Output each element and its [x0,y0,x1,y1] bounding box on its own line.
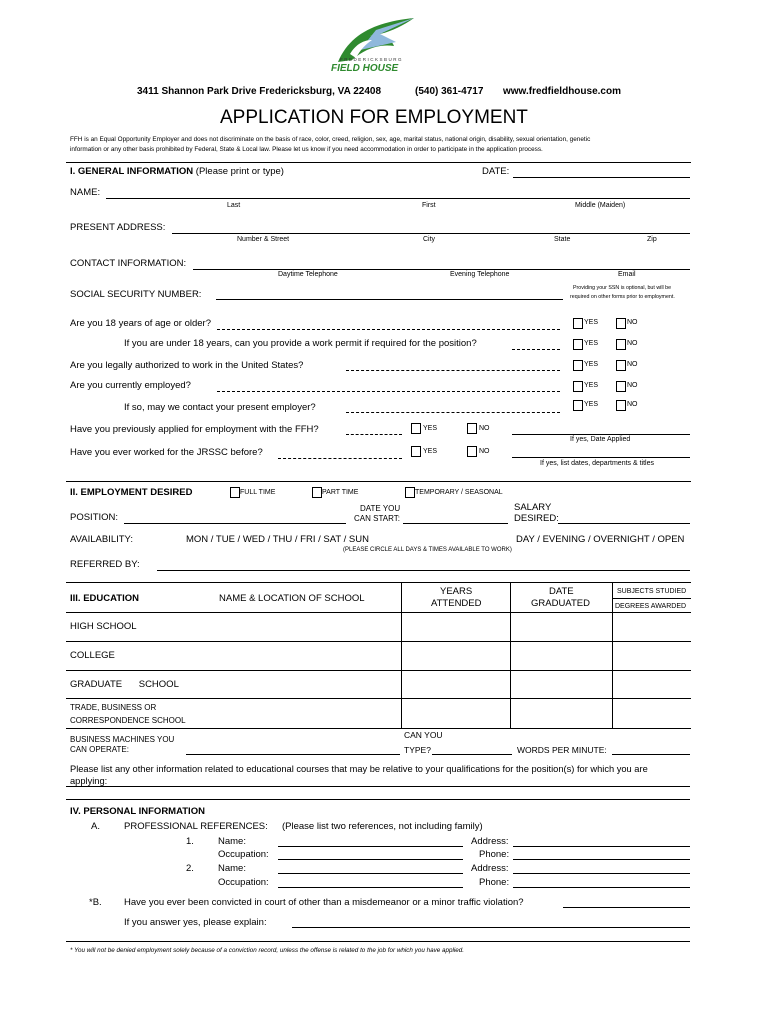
question-authorized: Are you legally authorized to work in the United States? [70,360,304,371]
ref-1-phone-field[interactable] [513,859,690,860]
ref-1-address-label: Address: [471,836,509,847]
references-label: PROFESSIONAL REFERENCES: [124,821,268,832]
name-middle-sub: Middle (Maiden) [575,202,626,209]
section-employment-heading: II. EMPLOYMENT DESIRED [70,487,193,498]
subjects-degrees-divider [612,598,691,599]
worked-details-note: If yes, list dates, departments & titles [540,460,654,467]
education-row-graduate [70,679,179,690]
worked-details-field[interactable] [512,457,690,458]
wpm-field[interactable] [612,754,690,755]
col-degrees-header: DEGREES AWARDED [615,603,687,610]
availability-times[interactable]: DAY / EVENING / OVERNIGHT / OPEN [516,534,685,545]
education-table-bottom [66,728,691,729]
machines-label-2: CAN OPERATE: [70,745,129,754]
position-field[interactable] [124,523,346,524]
convicted-field[interactable] [563,907,690,908]
question-worked: Have you ever worked for the JRSSC before? [70,447,263,458]
salary-label-1: SALARY [514,502,552,513]
section-general-note: (Please print or type) [195,166,284,177]
ssn-note-2: required on other forms prior to employment. [570,294,675,300]
permit-yes-label: YES [584,340,599,347]
date-label: DATE: [482,166,510,177]
divider [66,481,691,482]
ref-2-address-field[interactable] [513,873,690,874]
ref-1-address-field[interactable] [513,846,690,847]
explain-label: If you answer yes, please explain: [124,917,267,928]
name-field[interactable] [106,198,690,199]
col-subjects-header: SUBJECTS STUDIED [617,588,687,595]
worked-no-label: NO [479,448,490,455]
question-worked-leader [278,458,402,459]
type-label-2: TYPE? [404,745,431,755]
wpm-label: WORDS PER MINUTE: [517,745,607,755]
applied-yes-label: YES [423,425,438,432]
employed-yes-checkbox[interactable] [573,381,583,392]
question-applied: Have you previously applied for employment with the FFH? [70,424,319,435]
graduate-label: GRADUATE [70,679,123,690]
age-yes-checkbox[interactable] [573,318,583,329]
full-time-checkbox[interactable] [230,487,240,498]
employed-no-label: NO [627,382,638,389]
question-permit-leader [512,349,560,350]
education-row-line [66,670,691,671]
col-date-header-1: DATE [549,586,574,597]
logo-top-text: FREDERICKSBURG [340,57,404,62]
contact-field[interactable] [193,269,690,270]
applied-no-checkbox[interactable] [467,423,477,434]
machines-field[interactable] [186,754,400,755]
col-years-header-2: ATTENDED [431,598,482,609]
eeo-statement-1: FFH is an Equal Opportunity Employer and does not discriminate on the basis of race, color, creed, religion, sex, age, marital status, national origin, disability, sexual orientation, genetic [70,136,591,143]
education-row-line [66,641,691,642]
salary-label-2: DESIRED: [514,513,559,524]
col-school-header: NAME & LOCATION OF SCHOOL [219,593,365,604]
question-contact-leader [346,412,560,413]
referred-label: REFERRED BY: [70,559,140,570]
contact-evening-sub: Evening Telephone [450,271,510,278]
date-start-label-2: CAN START: [354,514,400,523]
other-info-field[interactable] [66,786,690,787]
page-title: APPLICATION FOR EMPLOYMENT [220,107,528,128]
date-start-field[interactable] [403,523,508,524]
type-field[interactable] [432,754,512,755]
employed-no-checkbox[interactable] [616,381,626,392]
education-row-college: COLLEGE [70,650,115,661]
logo-main-text: FIELD HOUSE [331,63,399,74]
ref-2-occupation-field[interactable] [278,887,463,888]
authorized-no-checkbox[interactable] [616,360,626,371]
ssn-note-1: Providing your SSN is optional, but will be [573,285,672,291]
education-col-divider [612,582,613,728]
full-time-label: FULL TIME [240,489,276,496]
divider [66,162,691,163]
address-street-sub: Number & Street [237,236,290,243]
age-no-label: NO [627,319,638,326]
contact-daytime-sub: Daytime Telephone [278,271,338,278]
item-b-marker: *B. [89,897,102,908]
permit-no-checkbox[interactable] [616,339,626,350]
employed-yes-label: YES [584,382,599,389]
company-address: 3411 Shannon Park Drive Fredericksburg, VA 22408 [137,86,382,97]
address-city-sub: City [423,236,436,243]
education-row-trade-2: CORRESPONDENCE SCHOOL [70,716,186,725]
ref-2-name-label: Name: [218,863,246,874]
company-website: www.fredfieldhouse.com [503,86,621,97]
education-row-line [66,698,691,699]
section-general-title: I. GENERAL INFORMATION [70,166,194,177]
name-first-sub: First [422,202,436,209]
ref-2-phone-label: Phone: [479,877,510,888]
part-time-label: PART TIME [322,489,359,496]
education-col-divider [401,582,402,728]
temporary-label: TEMPORARY / SEASONAL [415,489,503,496]
footnote: * You will not be denied employment solely because of a conviction record, unless the offense is related to the job for which you have applied. [70,947,465,954]
eeo-statement-2: information or any other basis prohibited by Federal, State & Local law. Please let us know if you need accommodation in order to participate in the application process. [70,146,543,153]
machines-label-1: BUSINESS MACHINES YOU [70,735,175,744]
authorized-yes-label: YES [584,361,599,368]
education-table-top [66,582,691,583]
explain-field-2[interactable] [66,941,690,942]
ref-2-number: 2. [186,863,194,874]
ref-2-phone-field[interactable] [513,887,690,888]
age-no-checkbox[interactable] [616,318,626,329]
part-time-checkbox[interactable] [312,487,322,498]
salary-field[interactable] [558,523,690,524]
ref-1-name-field[interactable] [278,846,463,847]
education-row-trade-1: TRADE, BUSINESS OR [70,703,157,712]
question-contact-employer: If so, may we contact your present employer? [124,402,316,413]
ref-2-name-field[interactable] [278,873,463,874]
authorized-no-label: NO [627,361,638,368]
other-info-text-2: applying: [70,776,108,786]
question-permit: If you are under 18 years, can you provide a work permit if required for the position? [124,338,477,349]
contact-email-sub: Email [618,271,636,278]
school-label: SCHOOL [138,679,179,690]
ref-1-number: 1. [186,836,194,847]
ref-1-occupation-label: Occupation: [218,849,269,860]
question-employed: Are you currently employed? [70,380,191,391]
applied-no-label: NO [479,425,490,432]
education-row-line [66,612,691,613]
applied-date-note: If yes, Date Applied [570,436,631,443]
ref-2-address-label: Address: [471,863,509,874]
worked-yes-checkbox[interactable] [411,446,421,457]
name-label: NAME: [70,187,101,198]
question-applied-leader [346,434,402,435]
age-yes-label: YES [584,319,599,326]
circle-note: (PLEASE CIRCLE ALL DAYS & TIMES AVAILABLE TO WORK) [343,547,512,553]
other-info-field-2[interactable] [66,799,690,800]
contact-employer-yes-label: YES [584,401,599,408]
availability-days[interactable]: MON / TUE / WED / THU / FRI / SAT / SUN [186,534,369,545]
question-age: Are you 18 years of age or older? [70,318,212,329]
temporary-checkbox[interactable] [405,487,415,498]
permit-yes-checkbox[interactable] [573,339,583,350]
references-note: (Please list two references, not including family) [282,821,483,832]
contact-label: CONTACT INFORMATION: [70,258,187,269]
worked-yes-label: YES [423,448,438,455]
question-age-leader [217,329,560,330]
contact-employer-yes-checkbox[interactable] [573,400,583,411]
worked-no-checkbox[interactable] [467,446,477,457]
ssn-field[interactable] [216,299,563,300]
address-zip-sub: Zip [647,236,657,243]
col-date-header-2: GRADUATED [531,598,590,609]
col-years-header-1: YEARS [440,586,473,597]
type-label-1: CAN YOU [404,730,443,740]
other-info-text: Please list any other information related to educational courses that may be relative to your qualifications for the position(s) for which you are [70,764,648,774]
applied-yes-checkbox[interactable] [411,423,421,434]
ssn-label: SOCIAL SECURITY NUMBER: [70,289,202,300]
address-field[interactable] [172,233,690,234]
education-col-divider [510,582,511,728]
date-field[interactable] [513,177,690,178]
contact-employer-no-label: NO [627,401,638,408]
education-row-high-school: HIGH SCHOOL [70,621,137,632]
name-last-sub: Last [227,202,241,209]
contact-employer-no-checkbox[interactable] [616,400,626,411]
section-general-heading [70,166,284,177]
section-education-heading: III. EDUCATION [70,593,139,604]
item-a-marker: A. [91,821,100,832]
position-label: POSITION: [70,512,119,523]
referred-field[interactable] [157,570,690,571]
ref-2-occupation-label: Occupation: [218,877,269,888]
date-start-label-1: DATE YOU [360,504,401,513]
question-authorized-leader [346,370,560,371]
address-label: PRESENT ADDRESS: [70,222,166,233]
company-phone: (540) 361-4717 [415,86,484,97]
availability-label: AVAILABILITY: [70,534,134,545]
explain-field[interactable] [292,927,690,928]
question-employed-leader [217,391,560,392]
permit-no-label: NO [627,340,638,347]
ref-1-name-label: Name: [218,836,246,847]
ref-1-phone-label: Phone: [479,849,510,860]
convicted-question: Have you ever been convicted in court of other than a misdemeanor or a minor traffic violation? [124,897,524,908]
section-personal-heading: IV. PERSONAL INFORMATION [70,806,205,817]
applied-date-field[interactable] [512,434,690,435]
authorized-yes-checkbox[interactable] [573,360,583,371]
ref-1-occupation-field[interactable] [278,859,463,860]
address-state-sub: State [554,236,571,243]
